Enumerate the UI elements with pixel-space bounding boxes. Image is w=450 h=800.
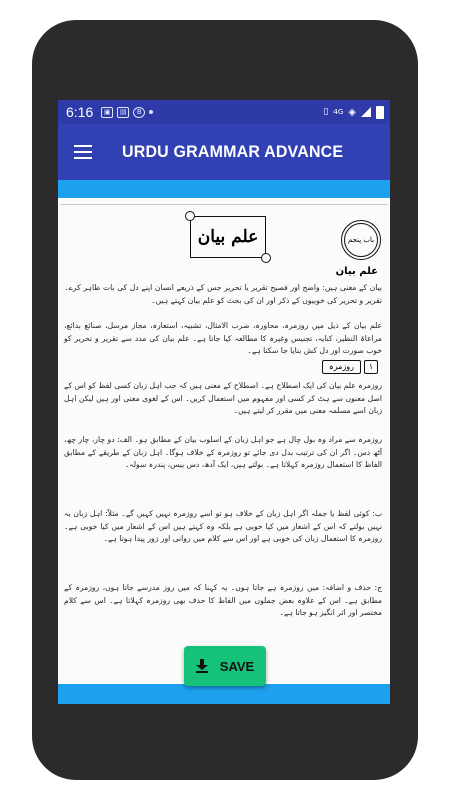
vibrate-icon: ▯	[323, 107, 329, 117]
top-accent-strip	[58, 180, 390, 198]
status-bar	[58, 100, 390, 124]
bottom-accent-strip	[58, 684, 390, 704]
chapter-label: باب پنجم	[344, 223, 378, 257]
page-title-frame	[190, 216, 266, 258]
download-icon	[196, 659, 208, 673]
image-icon: ▣	[101, 107, 113, 118]
app-bar	[58, 124, 390, 180]
network-label: 4G	[333, 108, 344, 116]
paragraph-4: روزمرہ سے مراد وہ بول چال ہے جو اہل زبان کے اسلوب بیان کے مطابق ہو۔ الف: دو چار، چار چھ، آٹھ دس۔ اگر ان کی ترتیب بدل دی جائے تو روزمرہ کے خلاف ہوگا۔ اہل زبان کے طریقے کے مطابق الفاظ کا استعمال روزمرہ کہلاتا ہے۔ بولتے ہیں، ایک آدھ، دس بیس، پندرہ سولہ۔	[64, 435, 382, 470]
subsection-title: روزمرہ	[322, 360, 361, 374]
paragraph-6: ج: حذف و اضافہ: میں روزمرہ ہے جاتا ہوں۔ یہ کہنا کہ میں روز مدرسے جاتا ہوں، روزمرہ کے مطابق ہے۔ اس کے علاوہ بعض جملوں میں الفاظ کا حذف بھی روزمرہ کہلاتا ہے۔ اس سے کلام مختصر اور اثر انگیز ہو جاتا ہے۔	[64, 583, 382, 618]
battery-icon	[376, 106, 384, 119]
paragraph-3: روزمرہ علم بیان کی ایک اصطلاح ہے۔ اصطلاح کے معنی ہیں کہ جب اہل زبان کسی لفظ کو اس کے اصل معنوں سے ہٹ کر کسی اور مفہوم میں استعمال کریں۔ اس کے لغوی معنی اور ہیں لیکن اہل زبان اسے مسلمہ معنی میں مقرر کر لیتے ہیں۔	[64, 381, 382, 416]
paragraph-2: علم بیان کے ذیل میں روزمرہ، محاورہ، ضرب الامثال، تشبیہ، استعارہ، مجاز مرسل، صنائع بدائع، مراعاۃ النظیر، کنایہ، تجنیس وغیرہ کا مطالعہ کیا جاتا ہے۔ علم بیان کی مدد سے تقریر و تحریر کو خوب صورت اور دل کش بنایا جا سکتا ہے۔	[64, 321, 382, 356]
section-heading: علم بیان	[335, 266, 378, 277]
paragraph-1: بیان کے معنی ہیں: واضح اور فصیح تقریر یا تحریر جس کے ذریعے انسان اپنے دل کی بات ظاہر کرے۔ تقریر و تحریر کی خوبیوں کے ذکر اور ان کی بحث کو علم بیان کہتے ہیں۔	[64, 283, 382, 305]
b-icon: B	[133, 107, 145, 118]
wifi-icon: ◈	[348, 106, 356, 118]
book-page-image	[58, 198, 390, 682]
signal-icon	[361, 107, 371, 117]
status-system-icons	[323, 106, 384, 119]
sim-icon: ▤	[117, 107, 129, 118]
subsection-label	[322, 360, 378, 374]
status-notification-icons	[101, 107, 153, 118]
subsection-number: ۱	[364, 360, 378, 374]
page-title: علم بیان	[197, 227, 259, 247]
chapter-badge	[341, 220, 381, 260]
dot-icon	[149, 110, 153, 114]
menu-icon[interactable]	[74, 145, 92, 159]
save-button-label: SAVE	[219, 658, 255, 674]
app-screen	[58, 100, 390, 704]
app-title: URDU GRAMMAR ADVANCE	[122, 142, 344, 161]
save-button[interactable]	[184, 646, 266, 686]
paragraph-5: ب: کوئی لفظ یا جملہ اگر اہل زبان کے خلاف ہو تو اسے روزمرہ نہیں کہیں گے۔ مثلاً: اہل زبان یہ نہیں بولتے کہ اس کے اشعار میں کیا خوبی ہے بلکہ وہ کہتے ہیں اس کے اشعار میں کیا خوبی ہے۔ روزمرہ کا استعمال زبان کی خوبی ہے اور اس سے کلام میں روانی اور زور پیدا ہوتا ہے۔	[64, 509, 382, 544]
status-time: 6:16	[66, 104, 94, 120]
